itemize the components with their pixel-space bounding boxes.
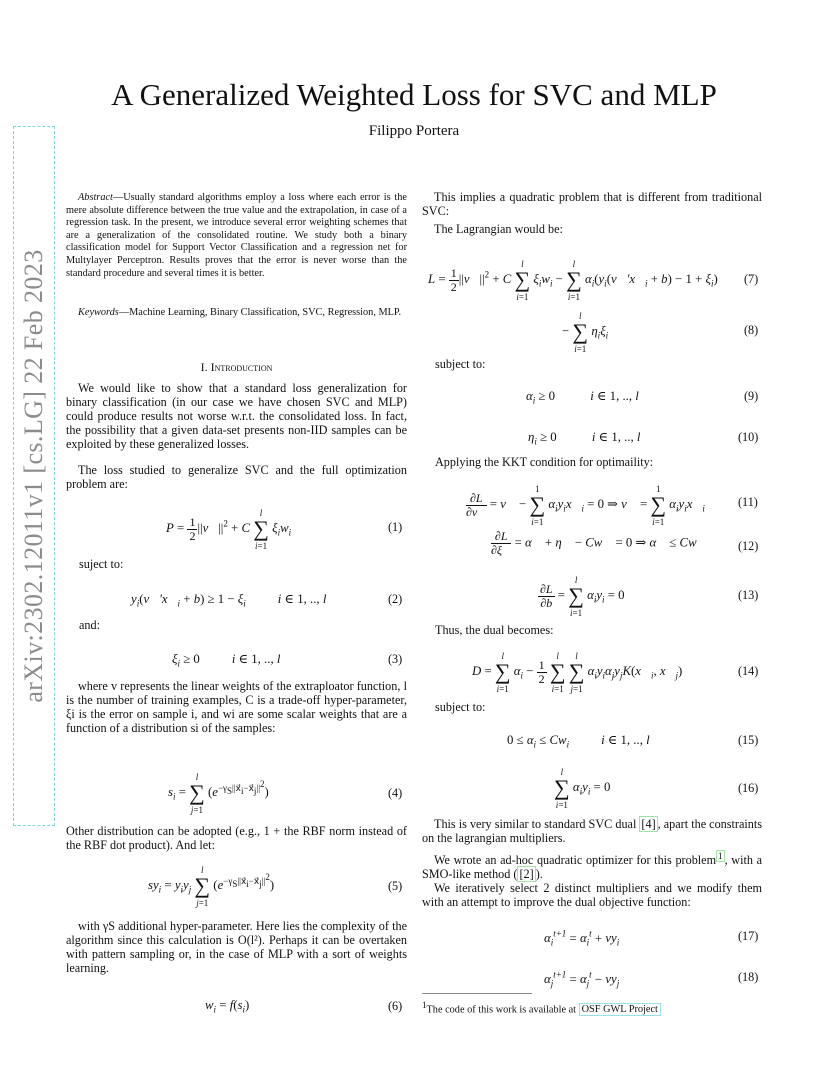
equation-2: $y_i(v⃗'x⃗_i + b) \ge 1 - \xi_i$ i ∈ 1, .., l xyxy=(131,592,327,609)
equation-13: $\frac{\partial L}{\partial b}$ = l ∑ i=1 $\alpha_iy_i = 0$ xyxy=(540,575,625,618)
equation-16: l ∑ i=1 $\alpha_iy_i = 0$ xyxy=(554,767,611,810)
equation-number: (15) xyxy=(738,733,759,747)
equation-number: (17) xyxy=(738,929,759,943)
paper-author: Filippo Portera xyxy=(368,123,460,139)
equation-number: (1) xyxy=(388,520,403,534)
equation-number: (10) xyxy=(738,430,759,444)
right-paragraph-1: This implies a quadratic problem that is different from traditional SVC: xyxy=(422,190,762,218)
equation-7: L = $\frac{1}{2}$ $||v⃗||^2 + C$ l ∑ i=1 $\xi_iw_i - l$ ∑ i=1 $\alpha_i(y_i(v⃗'x⃗_i + b) - 1 + \xi_i)$ xyxy=(428,259,718,302)
equation-17: $\alpha_i^{t+1} = \alpha_i^t + \nu y_i$ xyxy=(544,929,620,948)
equation-number: (5) xyxy=(388,879,403,893)
right-paragraph-6 xyxy=(422,849,762,881)
equation-number: (2) xyxy=(388,592,403,606)
subject-to-label: subject to: xyxy=(435,357,486,371)
paper-title: A Generalized Weighted Loss for SVC and MLP xyxy=(111,77,717,112)
footnote-divider xyxy=(422,993,532,994)
keywords-text: —Machine Learning, Binary Classification, SVC, Regression, MLP. xyxy=(118,307,402,318)
abstract-text: —Usually standard algorithms employ a loss where each error is the mere absolute difference between the true value and the extrapolation, in case of a regression task. In the present, we introduce several error weighting schemes that are a generalization of the consolidated routine. We study both a binary classification model for Support Vector Classification and a regression net for Multylayer Perceptron. Results proves that the error is never worse than the standard procedure and several times it is better. xyxy=(66,192,407,279)
right-paragraph-7: We iteratively select 2 distinct multipliers and we modify them with an attempt to improve the dual objective function: xyxy=(422,881,762,909)
right-paragraph-5 xyxy=(422,817,762,845)
intro-paragraph-5: with γS additional hyper-parameter. Here lies the complexity of the algorithm since this calculation is O(l²). Perhaps it can be overtaken with pattern sampling or, in the case of MLP with a sort of weights learning. xyxy=(66,919,407,975)
intro-paragraph-2: The loss studied to generalize SVC and the full optimization problem are: xyxy=(66,463,407,491)
citation-link[interactable]: [4] xyxy=(641,817,656,831)
equation-number: (13) xyxy=(738,588,759,602)
abstract-label: Abstract xyxy=(78,192,113,203)
equation-10: $\eta_i \ge 0$ i ∈ 1, .., l xyxy=(528,430,641,447)
text-fragment: ). xyxy=(535,867,543,882)
equation-6: $w_i = f(s_i)$ xyxy=(205,998,250,1015)
text-fragment: This is very similar to standard SVC dual xyxy=(434,817,640,831)
text-fragment: , with a SMO-like method ( xyxy=(422,853,762,882)
footnote-link[interactable]: 1 xyxy=(718,851,723,861)
citation-link[interactable]: [2] xyxy=(519,867,534,882)
suject-to-label: suject to: xyxy=(79,557,124,571)
footnote xyxy=(422,1000,661,1015)
right-paragraph-2: The Lagrangian would be: xyxy=(434,222,563,236)
text-fragment: , apart the constraints on the lagrangian multipliers. xyxy=(422,817,762,845)
equation-number: (7) xyxy=(744,272,759,286)
intro-paragraph-3: where v represents the linear weights of the extraploator function, l is the number of training examples, C is a trade-off hyper-parameter, ξi is the error on sample i, and wi are some scalar weights that are a function of a distribution si of the samples: xyxy=(66,679,407,735)
equation-14: D = l ∑ i=1 $\alpha_i$ − $\frac{1}{2}$ l ∑ i=1 l ∑ j=1 $\alpha_iy_i\alpha_jy_jK(x⃗_i$, $x⃗_j$) xyxy=(472,651,683,694)
footnote-mark: 1 xyxy=(422,1000,427,1010)
right-paragraph-3: Applying the KKT condition for optimaility: xyxy=(435,455,654,469)
arxiv-identifier-stamp[interactable]: arXiv:2302.12011v1 [cs.LG] 22 Feb 2023 xyxy=(13,126,55,826)
equation-number: (11) xyxy=(738,495,758,509)
equation-number: (9) xyxy=(744,389,759,403)
equation-number: (6) xyxy=(388,999,403,1013)
and-label: and: xyxy=(79,618,100,632)
equation-3: $\xi_i \ge 0$ i ∈ 1, .., l xyxy=(172,652,281,669)
equation-4: $s_i = l$ ∑ j=1 $(e^{-\gamma_S||x⃗_i-x⃗_j||^2})$ xyxy=(168,772,269,815)
text-fragment: We wrote an ad-hoc quadratic optimizer for this problem xyxy=(434,853,717,868)
right-paragraph-4: Thus, the dual becomes: xyxy=(435,623,554,637)
equation-1: P = $\frac{1}{2}$ $||v⃗||^2 + C$ l ∑ i=1 $\xi_iw_i$ xyxy=(166,508,292,551)
equation-11: $\frac{\partial L}{\partial v⃗}$ = v⃗ − 1 ∑ i=1 $\alpha_iy_ix⃗_i = 0$ ⇒ v⃗ = 1 ∑ i=1 $\alpha_iy_ix⃗_i$ xyxy=(466,484,705,527)
equation-5: $sy_i = y_iy_j$ l ∑ j=1 $(e^{-\gamma_S||x⃗_i-x⃗_j||^2})$ xyxy=(148,865,275,908)
equation-18: $\alpha_j^{t+1} = \alpha_j^t - \nu y_j$ xyxy=(544,970,620,989)
section-heading-introduction: I. Introduction xyxy=(200,360,273,374)
footnote-text: The code of this work is available at xyxy=(426,1004,579,1016)
osf-project-link[interactable]: OSF GWL Project xyxy=(579,1003,661,1016)
keywords xyxy=(66,307,407,320)
equation-number: (18) xyxy=(738,970,759,984)
keywords-label: Keywords xyxy=(78,307,119,318)
equation-number: (3) xyxy=(388,652,403,666)
intro-paragraph-1: We would like to show that a standard loss generalization for binary classification (in our case we have chosen SVC and MLP) could produce results not worse w.r.t. the consolidated loss. In fact, the possibility that a given data-set presents non-IID samples can be exploited by these generalized losses. xyxy=(66,381,407,451)
subject-to-label-2: subject to: xyxy=(435,700,486,714)
equation-9: $\alpha_i \ge 0$ i ∈ 1, .., l xyxy=(526,389,639,406)
abstract xyxy=(66,192,407,280)
equation-number: (16) xyxy=(738,781,759,795)
equation-12: $\frac{\partial L}{\partial\xi⃗}$ = α⃗ + η⃗ − Cw⃗ = 0 ⇒ α⃗ ≤ Cw⃗ xyxy=(491,529,707,557)
equation-8: − l ∑ i=1 $\eta_i\xi_i$ xyxy=(562,311,609,354)
equation-number: (14) xyxy=(738,664,759,678)
equation-number: (8) xyxy=(744,323,759,337)
equation-number: (4) xyxy=(388,786,403,800)
intro-paragraph-4: Other distribution can be adopted (e.g., 1 + the RBF norm instead of the RBF dot product). And let: xyxy=(66,824,407,852)
equation-number: (12) xyxy=(738,539,759,553)
equation-15: $0 \le \alpha_i \le Cw_i$ i ∈ 1, .., l xyxy=(507,733,650,750)
